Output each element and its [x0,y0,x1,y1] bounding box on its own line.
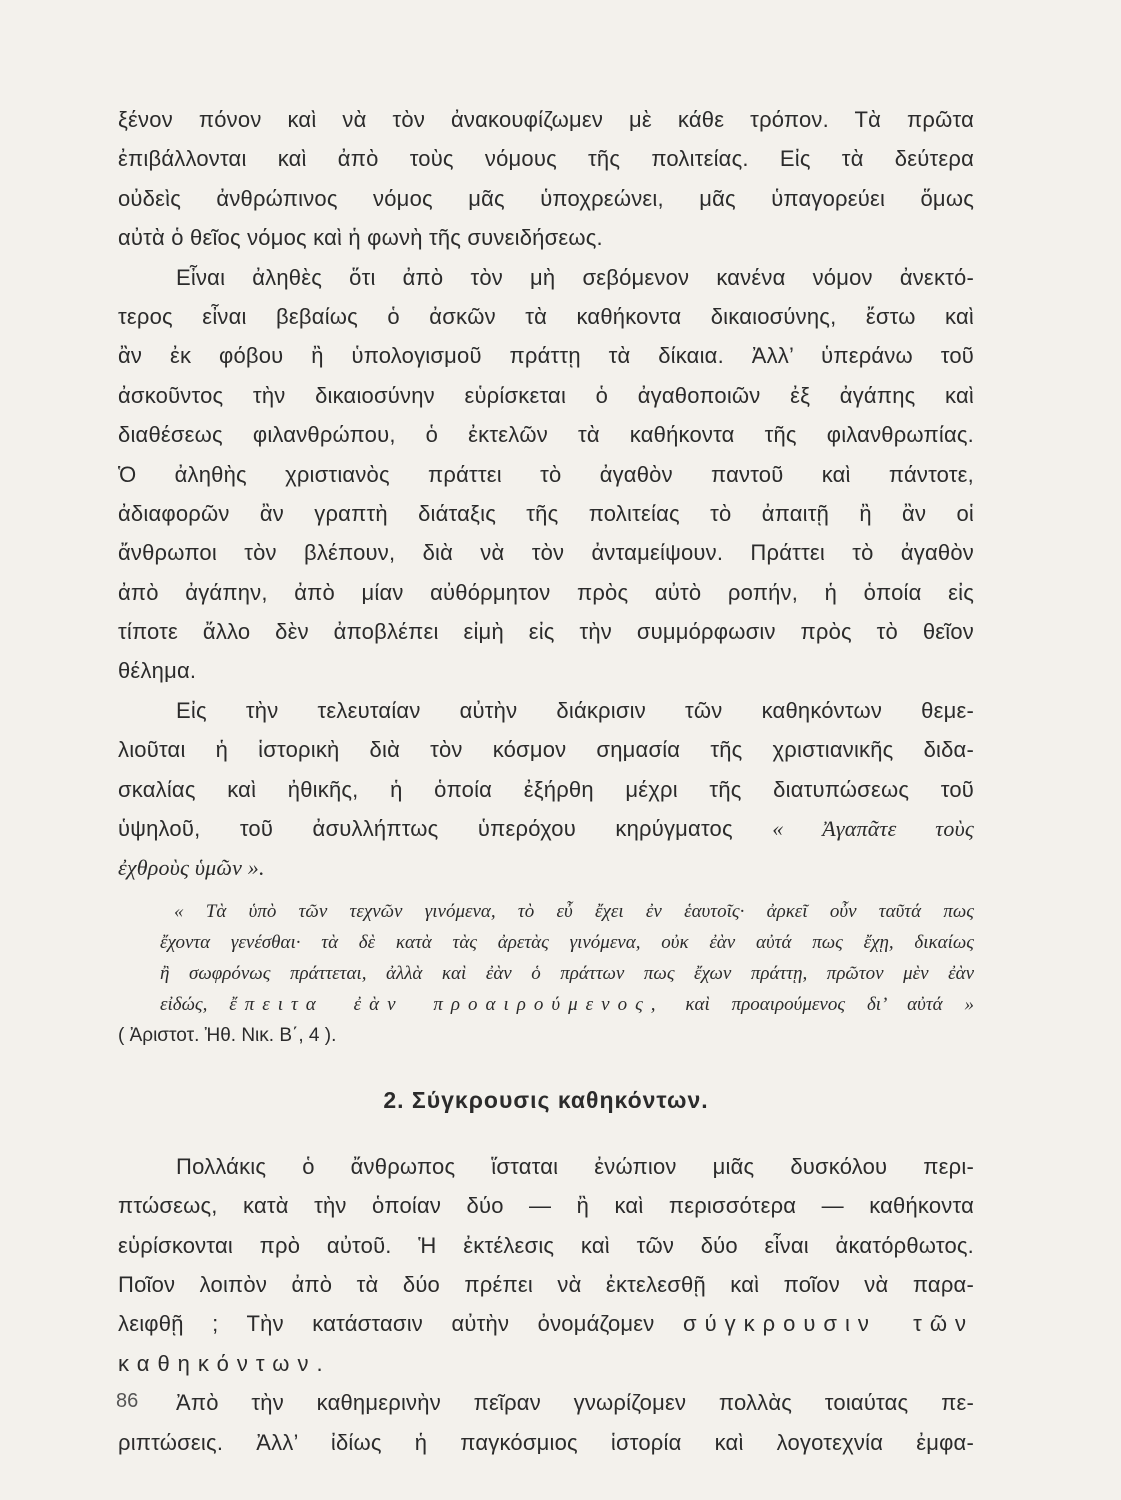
text-segment: ὑψηλοῦ, τοῦ ἀσυλλήπτως ὑπερόχου κηρύγματος [118,816,733,842]
spaced-term: σύγκρουσιν τῶν [682,1311,975,1337]
text-line: οὐδεὶς ἀνθρώπινος νόμος μᾶς ὑποχρεώνει, μᾶς ὑπαγορεύει ὅμως [118,185,974,211]
paragraph-2 [118,258,974,691]
quote-line: ἔχοντα γενέσθαι· τὰ δὲ κατὰ τὰς ἀρετὰς γινόμενα, οὐκ ἐὰν αὐτά πως ἔχῃ, δικαίως [160,931,974,953]
quote-line: « Τὰ ὑπὸ τῶν τεχνῶν γινόμενα, τὸ εὖ ἔχει ἐν ἑαυτοῖς· ἀρκεῖ οὖν ταῦτά πως [174,900,974,922]
quote-line-mixed [160,989,974,1020]
text-line: ἂν ἐκ φόβου ἢ ὑπολογισμοῦ πράττῃ τὰ δίκαια. Ἀλλ’ ὑπεράνω τοῦ [118,343,974,369]
paragraph-3 [118,691,974,888]
text-line: ξένον πόνον καὶ νὰ τὸν ἀνακουφίζωμεν μὲ κάθε τρόπον. Τὰ πρῶτα [118,107,974,132]
text-line: Εἰς τὴν τελευταίαν αὐτὴν διάκρισιν τῶν καθηκόντων θεμε- [176,697,974,723]
text-line: Ποῖον λοιπὸν ἀπὸ τὰ δύο πρέπει νὰ ἐκτελεσθῇ καὶ ποῖον νὰ παρα- [118,1271,974,1297]
text-line: Πολλάκις ὁ ἄνθρωπος ἵσταται ἐνώπιον μιᾶς δυσκόλου περι- [176,1153,974,1179]
paragraph-5 [118,1383,974,1462]
section-heading: 2. Σύγκρουσις καθηκόντων. [383,1086,709,1113]
quote-spaced-segment: ἔπειτα ἐὰν προαιρούμενος, [229,993,664,1015]
book-page [118,100,975,1455]
text-line-mixed [118,1304,974,1343]
quote-segment: καὶ προαιρούμενος δι’ αὐτά » [685,993,974,1015]
text-line: λιοῦται ἡ ἱστορικὴ διὰ τὸν κόσμον σημασία τῆς χριστιανικῆς διδα- [118,737,974,763]
quote-source: ( Ἀριστοτ. Ἠθ. Νικ. Β΄, 4 ). [118,1024,337,1046]
text-line [118,1344,974,1383]
block-quote [118,896,974,1051]
text-line: εὑρίσκονται πρὸ αὐτοῦ. Ἡ ἐκτέλεσις καὶ τῶν δύο εἶναι ἀκατόρθωτος. [118,1232,974,1258]
text-line: θέλημα. [118,658,197,684]
italic-quote-segment: « Ἀγαπᾶτε τοὺς [772,816,975,842]
text-line: πτώσεως, κατὰ τὴν ὁποίαν δύο — ἢ καὶ περισσότερα — καθήκοντα [118,1193,974,1219]
text-line: ἐπιβάλλονται καὶ ἀπὸ τοὺς νόμους τῆς πολιτείας. Εἰς τὰ δεύτερα [118,146,974,172]
text-line: Ὁ ἀληθὴς χριστιανὸς πράττει τὸ ἀγαθὸν παντοῦ καὶ πάντοτε, [118,461,974,487]
text-line: Ἀπὸ τὴν καθημερινὴν πεῖραν γνωρίζομεν πολλὰς τοιαύτας πε- [176,1390,974,1416]
text-line: σκαλίας καὶ ἠθικῆς, ἡ ὁποία ἐξήρθη μέχρι τῆς διατυπώσεως τοῦ [118,776,974,802]
quote-line: ἢ σωφρόνως πράττεται, ἀλλὰ καὶ ἐὰν ὁ πράττων πως ἔχων πράττῃ, πρῶτον μὲν ἐὰν [160,962,974,984]
text-line: Εἶναι ἀληθὲς ὅτι ἀπὸ τὸν μὴ σεβόμενον κανένα νόμον ἀνεκτό- [176,264,974,290]
text-line-mixed [118,809,974,848]
text-line: ἀδιαφορῶν ἂν γραπτὴ διάταξις τῆς πολιτείας τὸ ἀπαιτῇ ἢ ἂν οἱ [118,500,974,526]
page-number: 86 [116,1390,139,1412]
italic-quote-segment: ἐχθροὺς ὑμῶν ». [118,855,265,881]
quote-segment: εἰδώς, [160,993,208,1015]
text-line: τίποτε ἄλλο δὲν ἀποβλέπει εἰμὴ εἰς τὴν συμμόρφωσιν πρὸς τὸ θεῖον [118,619,974,645]
text-line: τερος εἶναι βεβαίως ὁ ἀσκῶν τὰ καθήκοντα δικαιοσύνης, ἔστω καὶ [118,303,974,329]
text-line: ἄνθρωποι τὸν βλέπουν, διὰ νὰ τὸν ἀνταμείψουν. Πράττει τὸ ἀγαθὸν [118,540,974,566]
text-line: ριπτώσεις. Ἀλλ’ ἰδίως ἡ παγκόσμιος ἱστορία καὶ λογοτεχνία ἐμφα- [118,1429,974,1455]
text-line: διαθέσεως φιλανθρώπου, ὁ ἐκτελῶν τὰ καθήκοντα τῆς φιλανθρωπίας. [118,422,974,448]
text-line: αὐτὰ ὁ θεῖος νόμος καὶ ἡ φωνὴ τῆς συνειδήσεως. [118,225,603,251]
text-segment: λειφθῇ ; Τὴν κατάστασιν αὐτὴν ὀνομάζομεν [118,1311,655,1337]
paragraph-1 [118,100,974,258]
paragraph-4 [118,1147,974,1383]
text-line: ἀπὸ ἀγάπην, ἀπὸ μίαν αὐθόρμητον πρὸς αὐτὸ ροπήν, ἡ ὁποία εἰς [118,579,974,605]
text-line: ἀσκοῦντος τὴν δικαιοσύνην εὑρίσκεται ὁ ἀγαθοποιῶν ἐξ ἀγάπης καὶ [118,382,974,408]
text-line [118,848,974,887]
spaced-term: καθηκόντων. [118,1350,331,1376]
